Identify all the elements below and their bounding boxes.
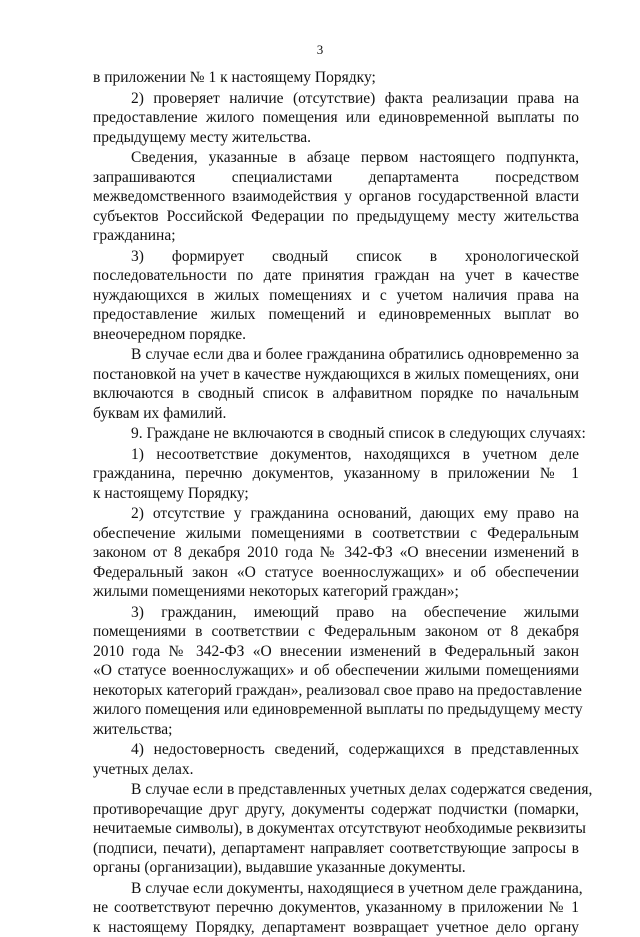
text-line: (подписи, печати), департамент направляет соответствующие запросы в — [93, 839, 579, 859]
text-line: постановкой на учет в качестве нуждающихся в жилых помещениях, они — [93, 365, 579, 385]
text-line: буквам их фамилий. — [93, 404, 579, 424]
text-line: Сведения, указанные в абзаце первом настоящего подпункта, — [93, 148, 579, 168]
text-line: запрашиваются специалистами департамента посредством — [93, 168, 579, 188]
paragraph — [93, 247, 579, 345]
text-line: предыдущему месту жительства. — [93, 128, 579, 148]
text-line: 1) несоответствие документов, находящихся в учетном деле — [93, 445, 579, 465]
text-line: 2) отсутствие у гражданина оснований, дающих ему право на — [93, 504, 579, 524]
text-line: нечитаемые символы), в документах отсутствуют необходимые реквизиты — [93, 819, 579, 839]
text-line: субъектов Российской Федерации по предыдущему месту жительства — [93, 207, 579, 227]
text-line: к настоящему Порядку, департамент возвращает учетное дело органу — [93, 918, 579, 937]
paragraph — [93, 603, 579, 740]
paragraph — [93, 445, 579, 504]
text-line: противоречащие друг другу, документы содержат подчистки (помарки, — [93, 800, 579, 820]
text-line: 2) проверяет наличие (отсутствие) факта реализации права на — [93, 89, 579, 109]
paragraph — [93, 148, 579, 246]
text-line: последовательности по дате принятия граждан на учет в качестве — [93, 266, 579, 286]
text-line: 4) недостоверность сведений, содержащихся в представленных — [93, 740, 579, 760]
text-line: В случае если документы, находящиеся в учетном деле гражданина, — [93, 879, 579, 899]
paragraph — [93, 879, 579, 937]
text-line: некоторых категорий граждан», реализовал свое право на предоставление — [93, 681, 579, 701]
text-line: 3) формирует сводный список в хронологической — [93, 247, 579, 267]
text-line: В случае если два и более гражданина обратились одновременно за — [93, 345, 579, 365]
text-line: предоставление жилых помещений и единовременных выплат во — [93, 305, 579, 325]
text-line: жилыми помещениями некоторых категорий граждан»; — [93, 582, 579, 602]
text-line: обеспечение жилыми помещениями в соответствии с Федеральным — [93, 524, 579, 544]
text-line: к настоящему Порядку; — [93, 484, 579, 504]
text-line: в приложении № 1 к настоящему Порядку; — [93, 68, 579, 88]
text-line: гражданина, перечню документов, указанному в приложении № 1 — [93, 464, 579, 484]
text-line: 9. Граждане не включаются в сводный список в следующих случаях: — [93, 424, 579, 444]
document-body — [93, 68, 579, 937]
text-line: внеочередном порядке. — [93, 325, 579, 345]
text-line: Федеральный закон «О статусе военнослужащих» и об обеспечении — [93, 563, 579, 583]
text-line: законом от 8 декабря 2010 года № 342-ФЗ «О внесении изменений в — [93, 543, 579, 563]
paragraph — [93, 424, 579, 444]
text-line: 2010 года № 342-ФЗ «О внесении изменений в Федеральный закон — [93, 642, 579, 662]
paragraph — [93, 780, 579, 878]
text-line: жилого помещения или единовременной выплаты по предыдущему месту — [93, 700, 579, 720]
text-line: «О статусе военнослужащих» и об обеспечении жилыми помещениями — [93, 661, 579, 681]
page-number: 3 — [0, 42, 640, 58]
paragraph — [93, 89, 579, 148]
text-line: предоставление жилого помещения или единовременной выплаты по — [93, 108, 579, 128]
text-line: нуждающихся в жилых помещениях и с учетом наличия права на — [93, 286, 579, 306]
text-line: органы (организации), выдавшие указанные документы. — [93, 858, 579, 878]
text-line: В случае если в представленных учетных делах содержатся сведения, — [93, 780, 579, 800]
text-line: жительства; — [93, 720, 579, 740]
text-line: помещениями в соответствии с Федеральным законом от 8 декабря — [93, 622, 579, 642]
text-line: гражданина; — [93, 226, 579, 246]
paragraph — [93, 740, 579, 779]
text-line: включаются в сводный список в алфавитном порядке по начальным — [93, 384, 579, 404]
text-line: межведомственного взаимодействия у органов государственной власти — [93, 187, 579, 207]
text-line: не соответствуют перечню документов, указанному в приложении № 1 — [93, 898, 579, 918]
paragraph — [93, 345, 579, 423]
paragraph — [93, 504, 579, 602]
text-line: учетных делах. — [93, 760, 579, 780]
paragraph — [93, 68, 579, 88]
text-line: 3) гражданин, имеющий право на обеспечение жилыми — [93, 603, 579, 623]
